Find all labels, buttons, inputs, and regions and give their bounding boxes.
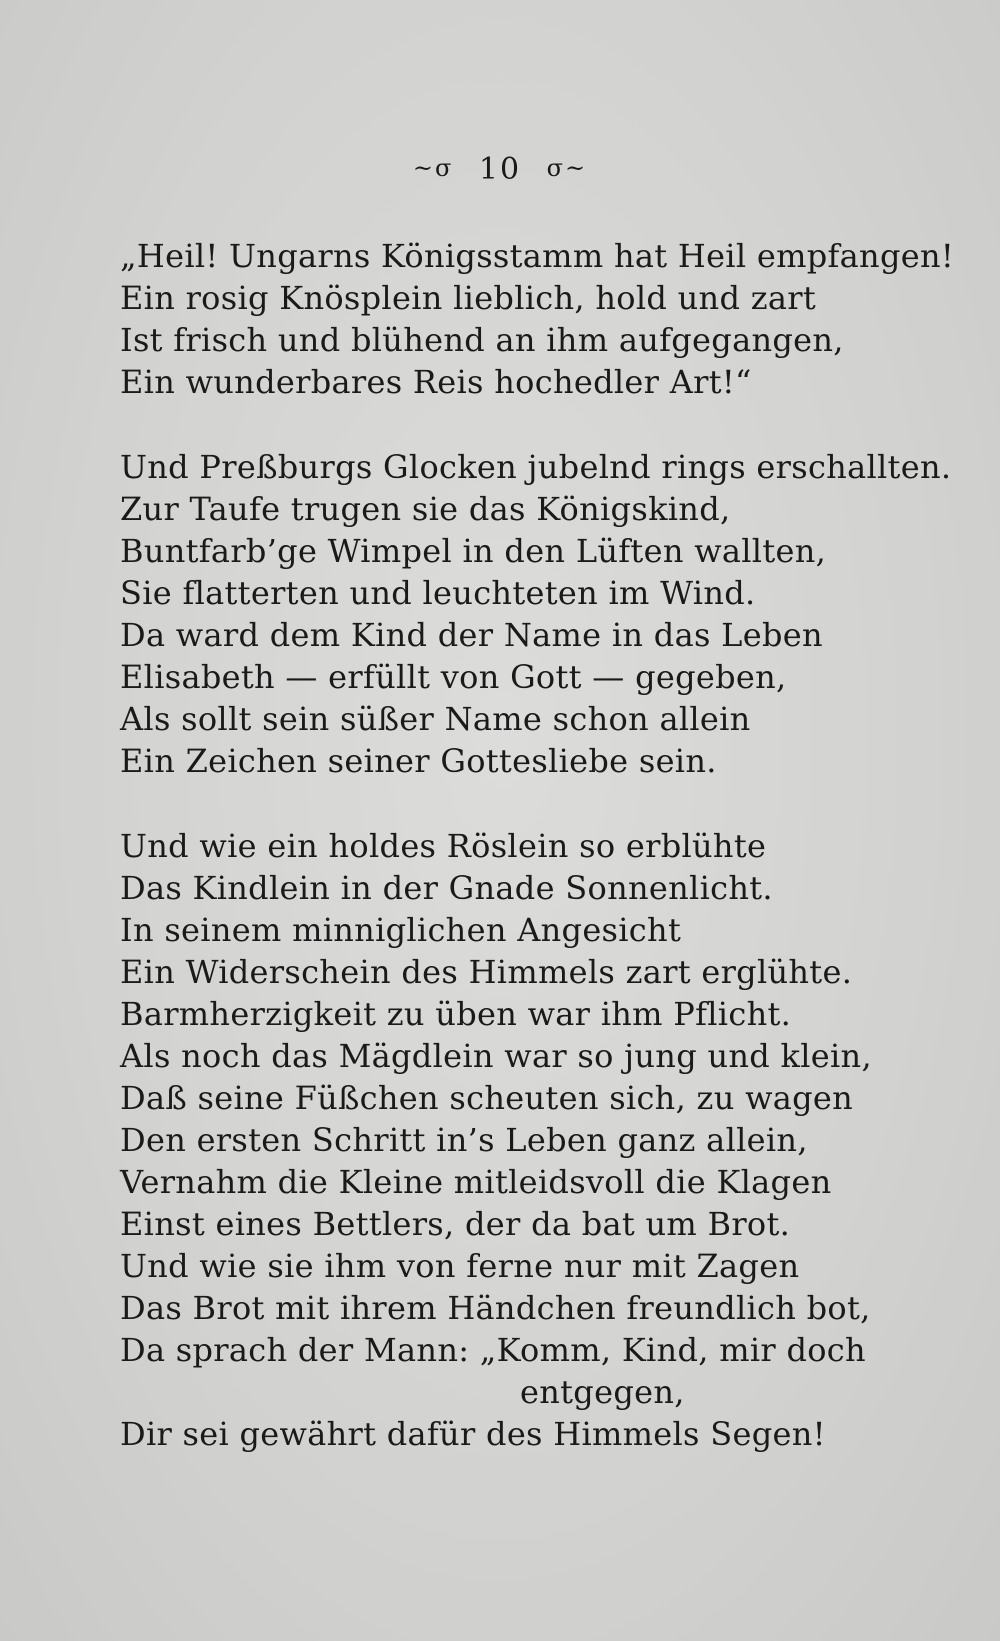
poem-line: „Heil! Ungarns Königsstamm hat Heil empfangen!	[120, 237, 955, 275]
poem-line: Barmherzigkeit zu üben war ihm Pflicht.	[120, 995, 792, 1033]
poem-line: Das Kindlein in der Gnade Sonnenlicht.	[120, 869, 773, 907]
poem-line: Vernahm die Kleine mitleidsvoll die Klagen	[120, 1163, 832, 1201]
poem-line: Ein Widerschein des Himmels zart erglühte.	[120, 953, 853, 991]
poem-line: Buntfarb’ge Wimpel in den Lüften wallten,	[120, 532, 827, 570]
poem-line: Als sollt sein süßer Name schon allein	[120, 700, 751, 738]
poem-line: Zur Taufe trugen sie das Königskind,	[120, 490, 731, 528]
poem-line: Einst eines Bettlers, der da bat um Brot.	[120, 1205, 791, 1243]
poem-line: Ein rosig Knösplein lieblich, hold und zart	[120, 279, 816, 317]
page-number: 10	[478, 152, 522, 187]
poem-line: Da ward dem Kind der Name in das Leben	[120, 616, 823, 654]
poem-line-continuation: entgegen,	[520, 1373, 685, 1411]
poem-line: Ein Zeichen seiner Gottesliebe sein.	[120, 742, 717, 780]
poem-line: Und Preßburgs Glocken jubelnd rings erschallten.	[120, 448, 952, 486]
poem-line: Ein wunderbares Reis hochedler Art!“	[120, 363, 752, 401]
poem	[120, 235, 955, 1455]
stanza-3	[120, 825, 910, 1455]
poem-line: Sie flatterten und leuchteten im Wind.	[120, 574, 756, 612]
poem-line: Dir sei gewährt dafür des Himmels Segen!	[120, 1415, 826, 1453]
poem-line: Den ersten Schritt in’s Leben ganz allein,	[120, 1121, 808, 1159]
poem-line: Als noch das Mägdlein war so jung und klein,	[120, 1037, 872, 1075]
poem-line: Elisabeth — erfüllt von Gott — gegeben,	[120, 658, 787, 696]
stanza-2	[120, 446, 952, 782]
poem-line: Und wie ein holdes Röslein so erblühte	[120, 827, 767, 865]
poem-line: Und wie sie ihm von ferne nur mit Zagen	[120, 1247, 800, 1285]
ornament-right: σ~	[546, 154, 588, 182]
poem-line: Das Brot mit ihrem Händchen freundlich bot,	[120, 1289, 871, 1327]
poem-line: Ist frisch und blühend an ihm aufgegangen,	[120, 321, 844, 359]
poem-line: Da sprach der Mann: „Komm, Kind, mir doch	[120, 1331, 866, 1369]
ornament-left: ~σ	[412, 154, 454, 182]
poem-line: Daß seine Füßchen scheuten sich, zu wagen	[120, 1079, 854, 1117]
poem-line: In seinem minniglichen Angesicht	[120, 911, 682, 949]
stanza-1	[120, 235, 955, 403]
page-header	[0, 152, 1000, 187]
